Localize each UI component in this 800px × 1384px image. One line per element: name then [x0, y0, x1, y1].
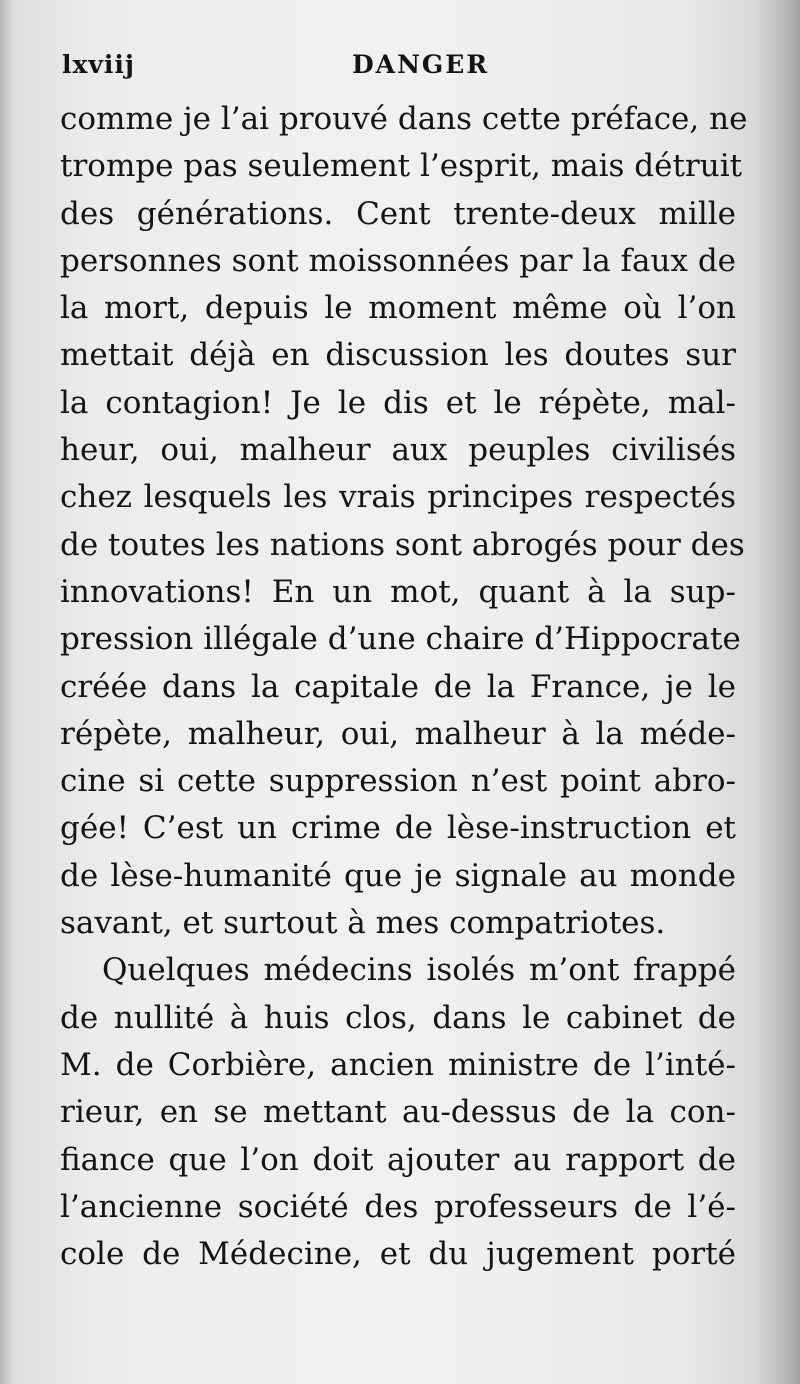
text-line: Quelques médecins isolés m’ont frappé — [102, 952, 736, 989]
text-line: innovations! En un mot, quant à la sup- — [60, 573, 736, 610]
page-header — [62, 50, 734, 84]
text-line: créée dans la capitale de la France, je le — [60, 668, 736, 705]
text-line: cine si cette suppression n’est point abro- — [60, 763, 736, 800]
text-line: rieur, en se mettant au-dessus de la con- — [60, 1094, 736, 1131]
text-line: la mort, depuis le moment même où l’on — [60, 290, 736, 327]
text-line: de nullité à huis clos, dans le cabinet de — [60, 999, 736, 1036]
paragraph-1 — [60, 96, 748, 947]
text-line: gée! C’est un crime de lèse-instruction et — [60, 810, 736, 847]
text-line: de lèse-humanité que je signale au monde — [60, 857, 736, 894]
text-line: trompe pas seulement l’esprit, mais détruit — [60, 148, 743, 185]
text-line: comme je l’ai prouvé dans cette préface, ne — [60, 101, 748, 137]
text-line: cole de Médecine, et du jugement porté — [60, 1236, 736, 1273]
running-head: DANGER — [352, 50, 490, 79]
paragraph-2 — [60, 947, 736, 1278]
text-line: répète, malheur, oui, malheur à la méde- — [60, 715, 736, 752]
text-line: chez lesquels les vrais principes respectés — [60, 479, 736, 516]
page-left-edge — [0, 0, 14, 1384]
text-line: heur, oui, malheur aux peuples civilisés — [60, 432, 736, 469]
text-line: la contagion! Je le dis et le répète, mal- — [60, 384, 736, 421]
page-gutter-shadow — [754, 0, 800, 1384]
body-text — [60, 96, 748, 1278]
text-line: mettait déjà en discussion les doutes sur — [60, 337, 736, 374]
text-line: fiance que l’on doit ajouter au rapport de — [60, 1141, 736, 1178]
text-line: des générations. Cent trente-deux mille — [60, 195, 736, 232]
text-line: l’ancienne société des professeurs de l’é- — [60, 1188, 736, 1225]
text-line: savant, et surtout à mes compatriotes. — [60, 905, 666, 942]
text-line: M. de Corbière, ancien ministre de l’inté- — [60, 1046, 736, 1083]
text-line: de toutes les nations sont abrogés pour des — [60, 526, 745, 563]
text-line: personnes sont moissonnées par la faux de — [60, 242, 737, 279]
text-line: pression illégale d’une chaire d’Hippocrate — [60, 621, 741, 658]
page-number: lxviij — [62, 50, 135, 79]
